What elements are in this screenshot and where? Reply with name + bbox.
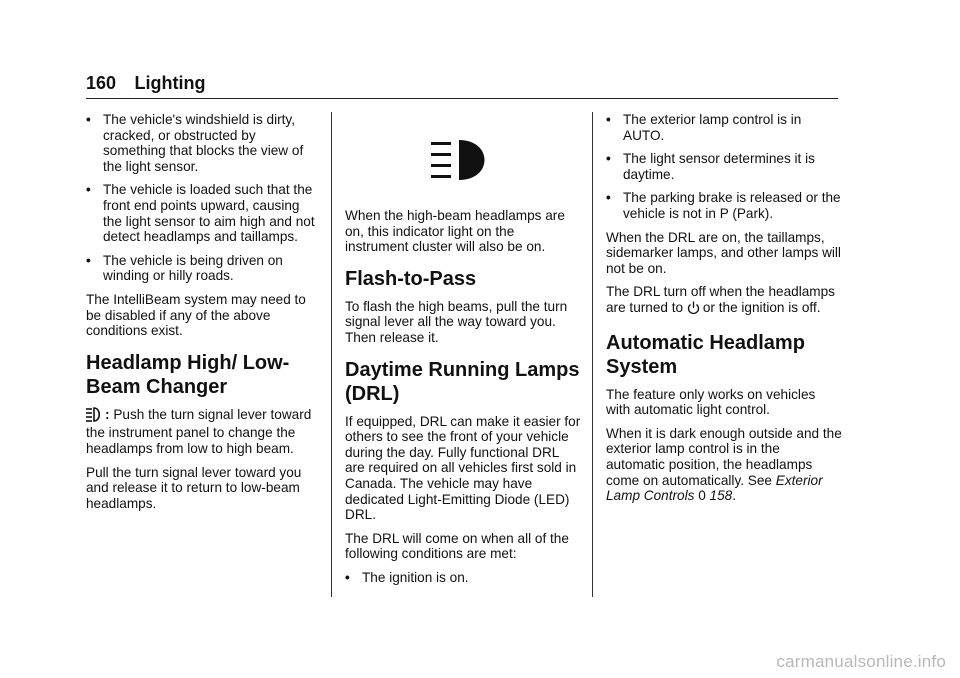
column-3 <box>606 112 842 512</box>
section-title: Lighting <box>134 73 206 93</box>
indicator-figure <box>345 112 581 208</box>
list-item: • The light sensor determines it is daytime. <box>606 151 815 182</box>
bullet-mark: • <box>86 182 91 198</box>
bullet-mark: • <box>345 569 350 585</box>
list-item: • The vehicle is being driven on winding or hilly roads. <box>86 252 283 284</box>
paragraph-flash: To flash the high beams, pull the turn signal lever all the way toward you. Then release it. <box>345 298 568 345</box>
list-item: • The exterior lamp control is in AUTO. <box>606 112 802 143</box>
power-off-icon <box>687 301 700 319</box>
heading-flash-to-pass: Flash-to-Pass <box>345 267 477 290</box>
column-1 <box>86 112 322 519</box>
bullet-mark: • <box>606 190 611 206</box>
high-beam-icon <box>86 407 102 426</box>
cross-reference-page[interactable]: 158 <box>709 488 733 504</box>
bullet-mark: • <box>86 112 91 127</box>
bullet-mark: • <box>606 112 611 127</box>
paragraph-indicator: When the high-beam headlamps are on, this indicator light on the instrument cluster will also be on. <box>345 208 565 255</box>
paragraph-drl-2: The DRL will come on when all of the following conditions are met: <box>345 530 569 562</box>
high-beam-indicator-icon <box>431 140 495 180</box>
paragraph-drl-1: If equipped, DRL can make it easier for others to see the front of your vehicle during the day. Fully functional DRL are required on all vehicles first sold in Canada. The vehicle may have dedicated Light-Emitting Diode (LED) DRL. <box>345 413 581 523</box>
list-item: • The parking brake is released or the vehicle is not in P (Park). <box>606 190 841 221</box>
column-divider-1 <box>331 112 332 597</box>
page-header <box>86 70 838 99</box>
list-item: • The vehicle's windshield is dirty, cracked, or obstructed by something that blocks the view of the light sensor. <box>86 112 304 174</box>
paragraph-auto-2: When it is dark enough outside and the exterior lamp control is in the automatic position, the headlamps come on automatically. See Exterior Lamp Controls 0 158. <box>606 425 842 504</box>
list-item: • The ignition is on. <box>345 569 469 585</box>
heading-auto-headlamp: Automatic Headlamp System <box>606 331 805 378</box>
page-ref-icon: 0 <box>698 488 706 504</box>
column-2 <box>345 112 581 594</box>
paragraph-auto-1: The feature only works on vehicles with automatic light control. <box>606 386 816 418</box>
page-number: 160 <box>86 73 117 93</box>
paragraph-pull-lever: Pull the turn signal lever toward you and release it to return to low-beam headlamps. <box>86 464 302 511</box>
cross-reference-link[interactable]: Exterior Lamp Controls <box>606 472 823 504</box>
heading-drl: Daytime Running Lamps (DRL) <box>345 358 580 405</box>
bullet-mark: • <box>86 252 91 268</box>
paragraph-drl-on: When the DRL are on, the taillamps, sidemarker lamps, and other lamps will not be on. <box>606 229 841 276</box>
watermark: carmanualsonline.info <box>776 652 946 671</box>
bullet-mark: • <box>606 151 611 167</box>
column-divider-2 <box>592 112 593 597</box>
paragraph-push-lever: : Push the turn signal lever toward the instrument panel to change the headlamps from low to high beam. <box>86 406 312 456</box>
list-item: • The vehicle is loaded such that the front end points upward, causing the light sensor to aim high and not detect headlamps and taillamps. <box>86 182 315 245</box>
paragraph-drl-off: The DRL turn off when the headlamps are turned to or the ignition is off. <box>606 284 842 318</box>
heading-beam-changer: Headlamp High/ Low-Beam Changer <box>86 351 290 398</box>
paragraph-intellibeam: The IntelliBeam system may need to be disabled if any of the above conditions exist. <box>86 291 306 339</box>
